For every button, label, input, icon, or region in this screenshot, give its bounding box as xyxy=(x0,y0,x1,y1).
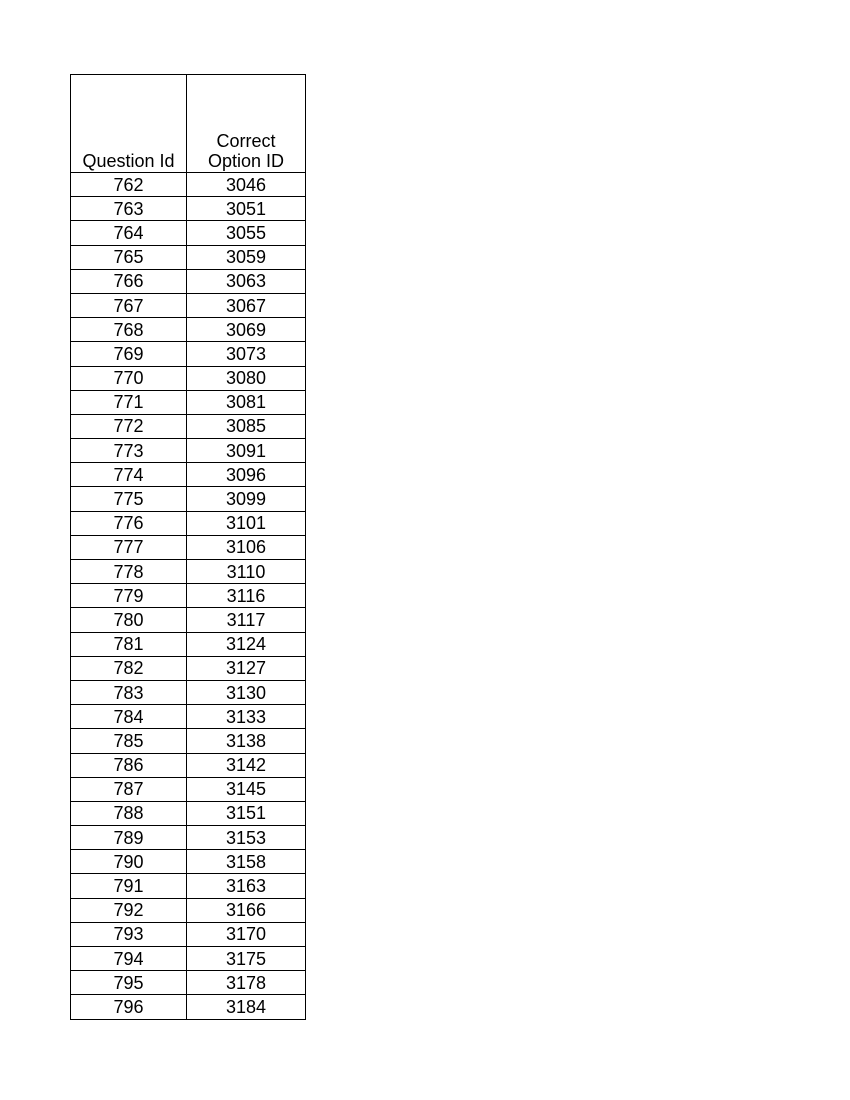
question-id-cell: 768 xyxy=(71,318,187,342)
question-id-cell: 792 xyxy=(71,898,187,922)
correct-option-id-cell: 3124 xyxy=(187,632,306,656)
question-id-cell: 781 xyxy=(71,632,187,656)
correct-option-id-cell: 3046 xyxy=(187,173,306,197)
correct-option-id-cell: 3051 xyxy=(187,197,306,221)
table-row xyxy=(71,414,306,438)
question-id-cell: 772 xyxy=(71,414,187,438)
table-row xyxy=(71,318,306,342)
question-id-cell: 766 xyxy=(71,269,187,293)
table-header xyxy=(71,75,306,173)
correct-option-id-cell: 3158 xyxy=(187,850,306,874)
question-id-cell: 778 xyxy=(71,560,187,584)
table-row xyxy=(71,269,306,293)
correct-option-id-cell: 3166 xyxy=(187,898,306,922)
correct-option-id-cell: 3127 xyxy=(187,656,306,680)
correct-option-id-cell: 3175 xyxy=(187,947,306,971)
table-row xyxy=(71,801,306,825)
correct-option-id-cell: 3101 xyxy=(187,511,306,535)
question-id-cell: 775 xyxy=(71,487,187,511)
question-id-cell: 763 xyxy=(71,197,187,221)
table-row xyxy=(71,971,306,995)
correct-option-id-cell: 3153 xyxy=(187,826,306,850)
correct-option-id-cell: 3091 xyxy=(187,439,306,463)
question-id-cell: 779 xyxy=(71,584,187,608)
table-row xyxy=(71,342,306,366)
table-row xyxy=(71,632,306,656)
table-row xyxy=(71,608,306,632)
correct-option-id-cell: 3096 xyxy=(187,463,306,487)
correct-option-id-cell: 3085 xyxy=(187,414,306,438)
question-id-cell: 795 xyxy=(71,971,187,995)
table-row xyxy=(71,729,306,753)
correct-option-id-cell: 3170 xyxy=(187,922,306,946)
header-row xyxy=(71,75,306,173)
table-row xyxy=(71,705,306,729)
correct-option-id-cell: 3063 xyxy=(187,269,306,293)
question-id-cell: 777 xyxy=(71,535,187,559)
question-id-cell: 769 xyxy=(71,342,187,366)
table-row xyxy=(71,874,306,898)
correct-option-header-line2: Option ID xyxy=(207,151,285,171)
table-row xyxy=(71,656,306,680)
correct-option-id-cell: 3130 xyxy=(187,680,306,704)
correct-option-id-cell: 3059 xyxy=(187,245,306,269)
table-row xyxy=(71,439,306,463)
question-id-cell: 767 xyxy=(71,293,187,317)
table-row xyxy=(71,221,306,245)
question-id-cell: 773 xyxy=(71,439,187,463)
correct-option-id-cell: 3184 xyxy=(187,995,306,1019)
question-id-cell: 765 xyxy=(71,245,187,269)
question-id-cell: 796 xyxy=(71,995,187,1019)
correct-option-id-header xyxy=(187,75,306,173)
question-id-cell: 784 xyxy=(71,705,187,729)
table-row xyxy=(71,463,306,487)
correct-option-id-cell: 3116 xyxy=(187,584,306,608)
correct-option-id-cell: 3117 xyxy=(187,608,306,632)
table-row xyxy=(71,390,306,414)
question-id-cell: 776 xyxy=(71,511,187,535)
question-id-cell: 789 xyxy=(71,826,187,850)
correct-option-header-line1: Correct xyxy=(216,131,276,151)
correct-option-id-cell: 3151 xyxy=(187,801,306,825)
correct-option-id-cell: 3099 xyxy=(187,487,306,511)
question-id-cell: 787 xyxy=(71,777,187,801)
table-row xyxy=(71,850,306,874)
correct-option-id-cell: 3055 xyxy=(187,221,306,245)
table-row xyxy=(71,898,306,922)
correct-option-id-cell: 3106 xyxy=(187,535,306,559)
correct-option-id-cell: 3080 xyxy=(187,366,306,390)
table-row xyxy=(71,922,306,946)
question-id-header-label: Question Id xyxy=(82,151,175,171)
answer-key-table xyxy=(70,74,306,1020)
correct-option-id-cell: 3069 xyxy=(187,318,306,342)
correct-option-id-cell: 3145 xyxy=(187,777,306,801)
question-id-cell: 771 xyxy=(71,390,187,414)
correct-option-id-cell: 3178 xyxy=(187,971,306,995)
table-row xyxy=(71,560,306,584)
question-id-cell: 780 xyxy=(71,608,187,632)
table-row xyxy=(71,293,306,317)
correct-option-id-cell: 3073 xyxy=(187,342,306,366)
table-row xyxy=(71,584,306,608)
table-row xyxy=(71,535,306,559)
table-row xyxy=(71,826,306,850)
correct-option-id-cell: 3142 xyxy=(187,753,306,777)
correct-option-id-cell: 3067 xyxy=(187,293,306,317)
table-body xyxy=(71,173,306,1020)
question-id-cell: 782 xyxy=(71,656,187,680)
question-id-cell: 785 xyxy=(71,729,187,753)
table-row xyxy=(71,366,306,390)
question-id-cell: 790 xyxy=(71,850,187,874)
table-row xyxy=(71,753,306,777)
correct-option-id-cell: 3110 xyxy=(187,560,306,584)
table-row xyxy=(71,995,306,1019)
question-id-cell: 774 xyxy=(71,463,187,487)
question-id-cell: 793 xyxy=(71,922,187,946)
table-row xyxy=(71,680,306,704)
question-id-cell: 786 xyxy=(71,753,187,777)
table-row xyxy=(71,245,306,269)
question-id-header xyxy=(71,75,187,173)
correct-option-id-cell: 3081 xyxy=(187,390,306,414)
correct-option-id-cell: 3163 xyxy=(187,874,306,898)
correct-option-id-cell: 3138 xyxy=(187,729,306,753)
question-id-cell: 770 xyxy=(71,366,187,390)
table-row xyxy=(71,511,306,535)
table-row xyxy=(71,777,306,801)
question-id-cell: 783 xyxy=(71,680,187,704)
correct-option-id-cell: 3133 xyxy=(187,705,306,729)
table-row xyxy=(71,947,306,971)
question-id-cell: 788 xyxy=(71,801,187,825)
table-row xyxy=(71,173,306,197)
table-row xyxy=(71,487,306,511)
question-id-cell: 791 xyxy=(71,874,187,898)
question-id-cell: 764 xyxy=(71,221,187,245)
question-id-cell: 794 xyxy=(71,947,187,971)
question-id-cell: 762 xyxy=(71,173,187,197)
table-row xyxy=(71,197,306,221)
